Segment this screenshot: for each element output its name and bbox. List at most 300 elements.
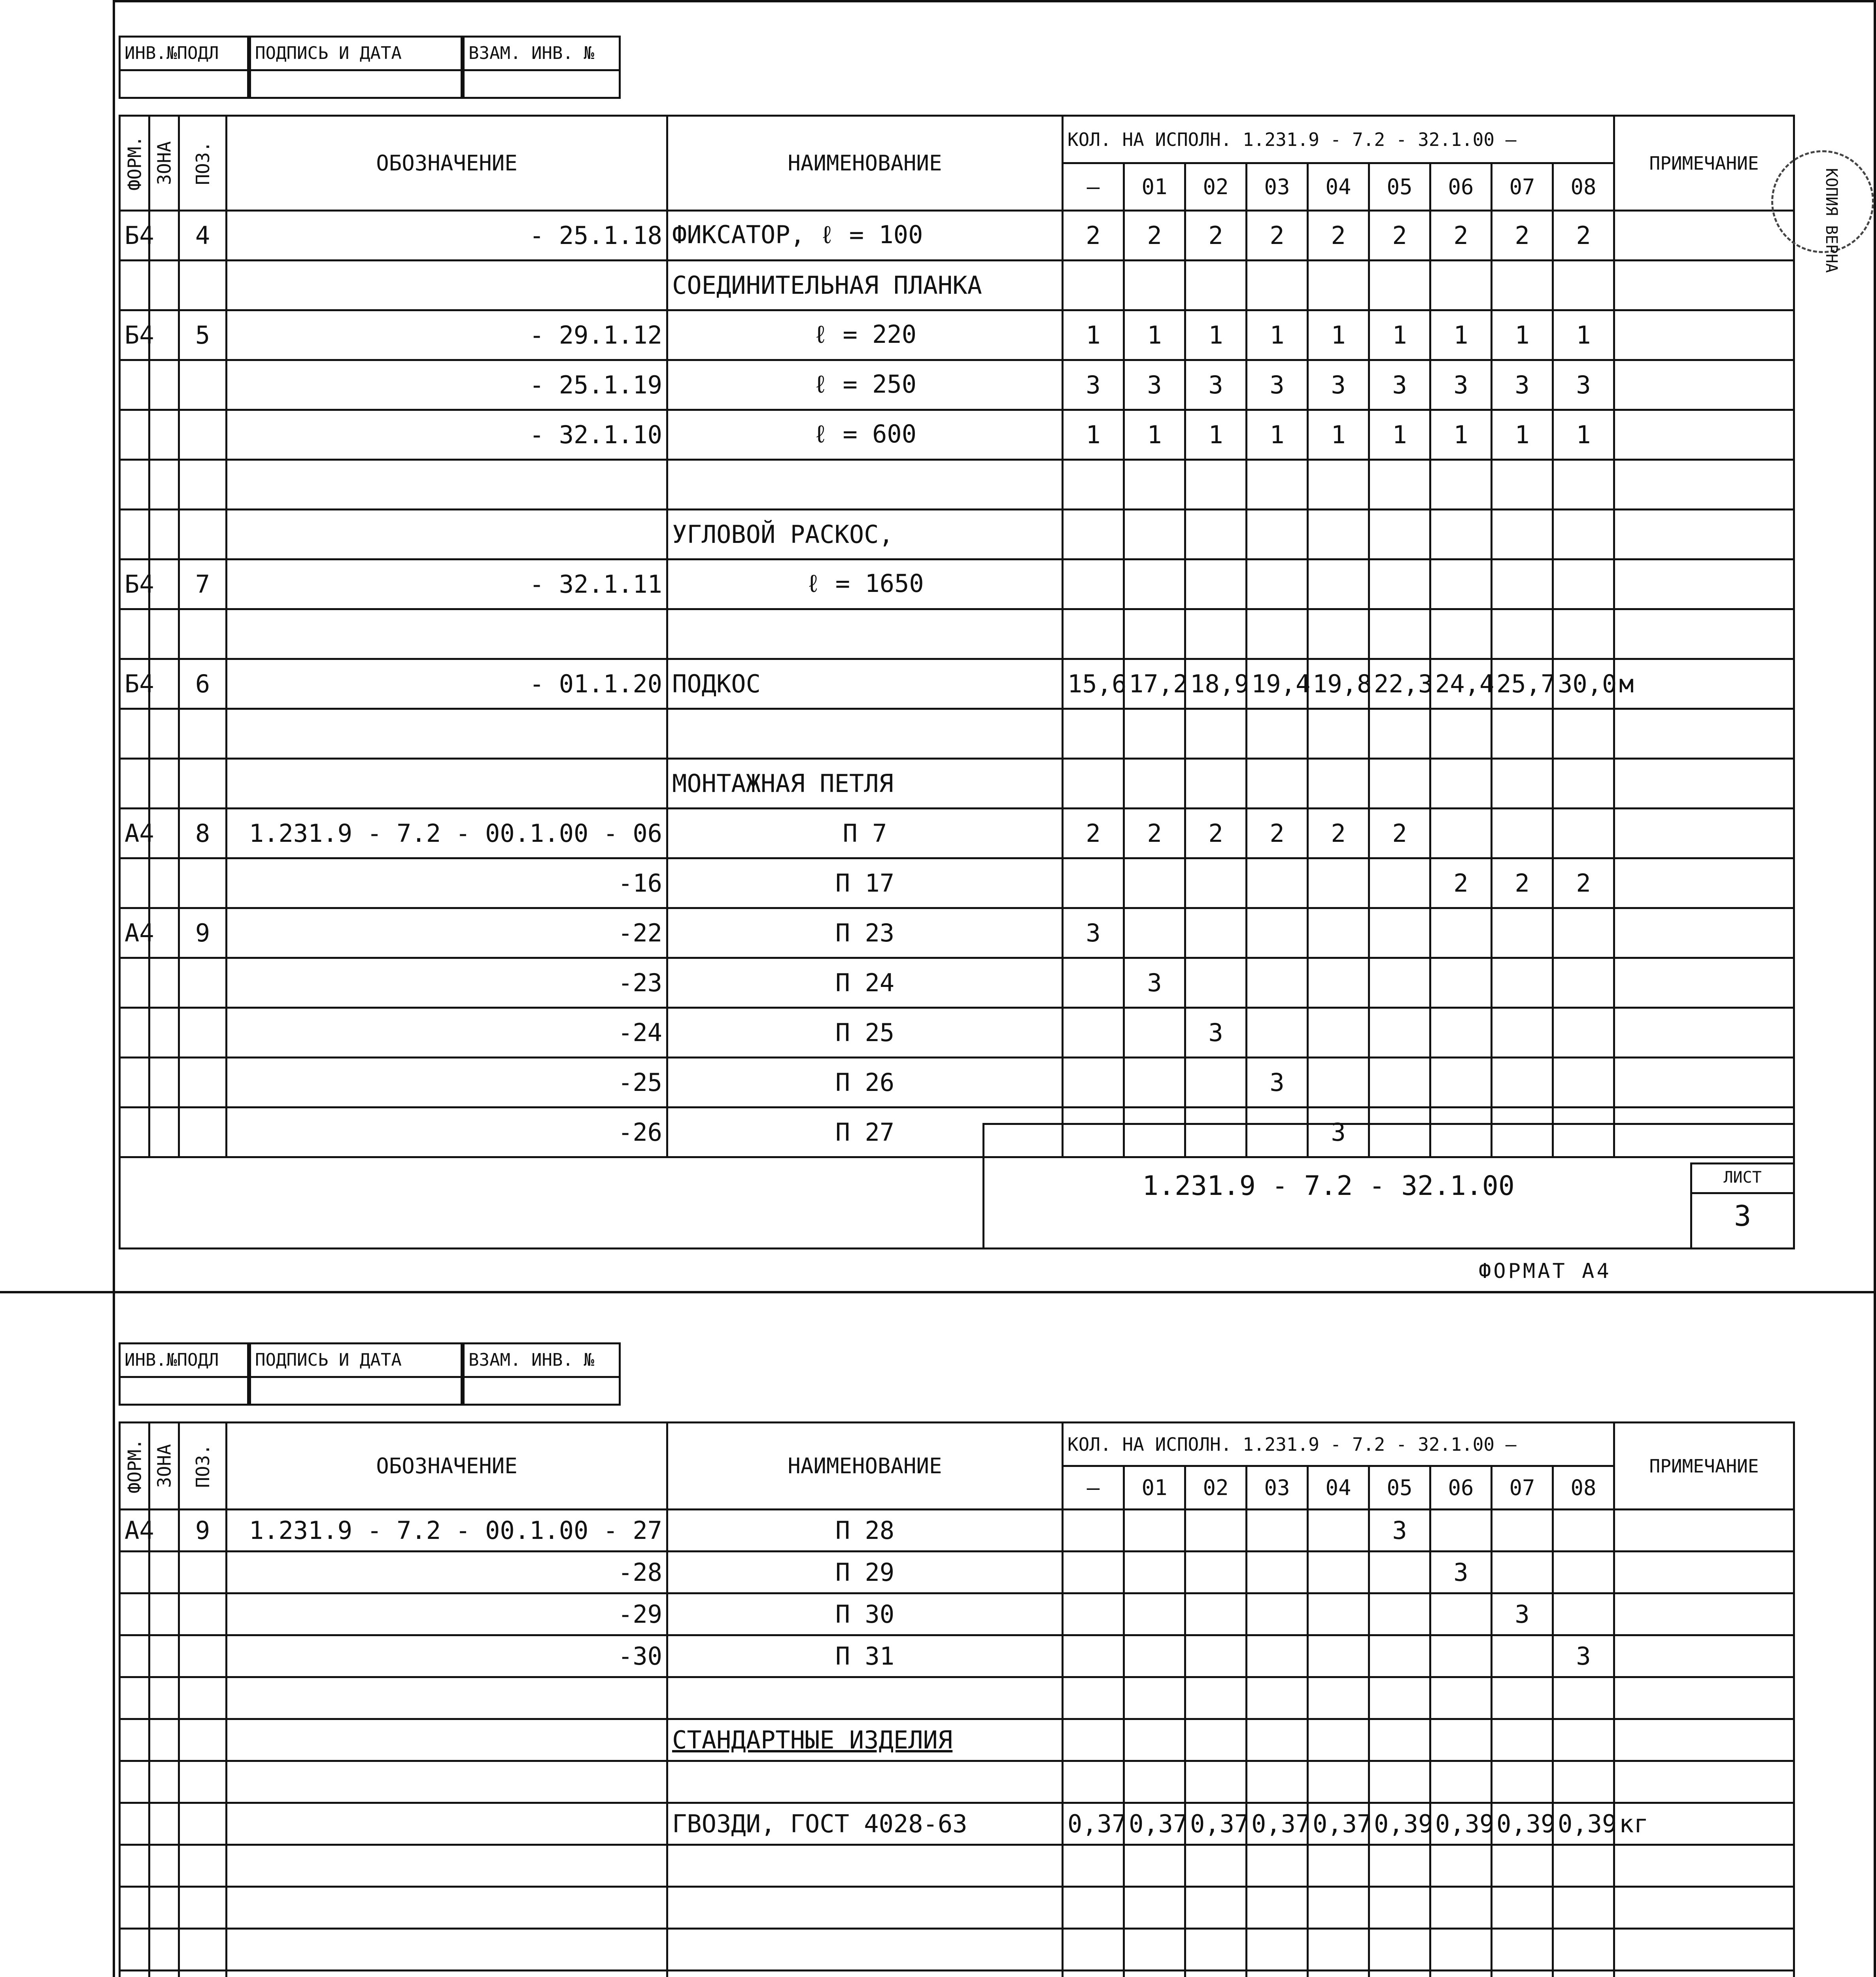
cell-poz: 6 (179, 659, 227, 709)
cell-qty: 3 (1063, 360, 1124, 410)
cell-qty: 19,4 (1247, 659, 1308, 709)
cell-qty (1553, 1887, 1614, 1929)
cell-qty: 1 (1369, 310, 1430, 360)
cell-qty: 3 (1185, 360, 1247, 410)
col-variant-1: 01 (1124, 163, 1185, 211)
cell-qty (1124, 1845, 1185, 1887)
cell-qty: 3 (1492, 1593, 1553, 1635)
copy-verified-seal (1771, 150, 1874, 273)
table-row (120, 1510, 1794, 1552)
cell-qty: 2 (1553, 858, 1614, 908)
col-variant-4: 04 (1308, 1466, 1369, 1510)
cell-qty (1247, 609, 1308, 659)
cell-poz (179, 510, 227, 559)
cell-qty (1185, 1058, 1247, 1108)
cell-oboznachenie: -26 (227, 1108, 667, 1157)
cell-qty (1185, 1761, 1247, 1803)
cell-zona (149, 1058, 179, 1108)
cell-qty (1185, 709, 1247, 759)
cell-zona (149, 1719, 179, 1761)
cell-naimenovanie: П 29 (667, 1552, 1063, 1593)
col-variant-5: 05 (1369, 163, 1430, 211)
cell-qty: 22,3 (1369, 659, 1430, 709)
cell-primechanie (1614, 1552, 1794, 1593)
cell-qty (1185, 1845, 1247, 1887)
cell-form (120, 1845, 149, 1887)
cell-qty (1308, 1635, 1369, 1677)
cell-qty (1063, 759, 1124, 809)
cell-zona (149, 360, 179, 410)
cell-qty (1063, 460, 1124, 510)
cell-qty (1430, 759, 1492, 809)
cell-form (120, 1887, 149, 1929)
cell-naimenovanie: ℓ = 1650 (667, 559, 1063, 609)
cell-form (120, 1929, 149, 1971)
inv-no-field (119, 71, 249, 99)
cell-naimenovanie: ℓ = 250 (667, 360, 1063, 410)
cell-qty (1185, 1593, 1247, 1635)
cell-naimenovanie: ГВОЗДИ, ГОСТ 4028-63 (667, 1803, 1063, 1845)
vzam-inv-no-label: ВЗАМ. ИНВ. № (463, 36, 621, 71)
cell-primechanie (1614, 1887, 1794, 1929)
cell-zona (149, 609, 179, 659)
cell-form: Б4 (120, 211, 149, 261)
cell-qty: 3 (1430, 1552, 1492, 1593)
table-row (120, 559, 1794, 609)
cell-qty (1553, 1677, 1614, 1719)
cell-qty (1247, 709, 1308, 759)
table-row (120, 908, 1794, 958)
cell-qty (1369, 609, 1430, 659)
cell-poz (179, 1058, 227, 1108)
cell-qty: 2 (1247, 211, 1308, 261)
cell-qty (1492, 1510, 1553, 1552)
cell-qty (1308, 1008, 1369, 1058)
cell-qty (1369, 759, 1430, 809)
cell-qty: 3 (1308, 1108, 1369, 1157)
cell-qty: 1 (1369, 410, 1430, 460)
table-row (120, 360, 1794, 410)
cell-qty (1308, 559, 1369, 609)
cell-qty: 1 (1063, 410, 1124, 460)
cell-primechanie (1614, 261, 1794, 310)
cell-qty: 3 (1369, 1510, 1430, 1552)
cell-poz (179, 1929, 227, 1971)
cell-qty (1247, 1719, 1308, 1761)
cell-qty (1430, 1929, 1492, 1971)
cell-zona (149, 759, 179, 809)
cell-naimenovanie: П 25 (667, 1008, 1063, 1058)
cell-qty: 2 (1369, 809, 1430, 858)
cell-qty (1492, 1845, 1553, 1887)
format-label: ФОРМАТ А4 (1479, 1259, 1612, 1283)
cell-qty (1247, 759, 1308, 809)
cell-qty (1063, 1008, 1124, 1058)
cell-qty (1369, 1929, 1430, 1971)
table-row (120, 1677, 1794, 1719)
table-row (120, 1803, 1794, 1845)
cell-qty (1247, 1971, 1308, 1977)
table-row (120, 858, 1794, 908)
cell-oboznachenie: -23 (227, 958, 667, 1008)
cell-zona (149, 510, 179, 559)
cell-form: А4 (120, 908, 149, 958)
table-row (120, 709, 1794, 759)
cell-qty (1553, 1008, 1614, 1058)
cell-qty (1185, 1887, 1247, 1929)
cell-oboznachenie: -30 (227, 1635, 667, 1677)
cell-qty: 2 (1247, 809, 1308, 858)
cell-qty: 1 (1553, 310, 1614, 360)
cell-qty (1247, 460, 1308, 510)
table-row (120, 1058, 1794, 1108)
cell-primechanie (1614, 1008, 1794, 1058)
col-naimenovanie: НАИМЕНОВАНИЕ (667, 1423, 1063, 1510)
cell-qty (1308, 1677, 1369, 1719)
archive-stamp-fields (119, 1378, 621, 1406)
cell-naimenovanie: П 31 (667, 1635, 1063, 1677)
cell-qty (1063, 1761, 1124, 1803)
cell-naimenovanie (667, 1929, 1063, 1971)
cell-naimenovanie: МОНТАЖНАЯ ПЕТЛЯ (667, 759, 1063, 809)
cell-oboznachenie: - 32.1.11 (227, 559, 667, 609)
col-naimenovanie: НАИМЕНОВАНИЕ (667, 116, 1063, 211)
cell-qty (1063, 609, 1124, 659)
cell-qty (1492, 559, 1553, 609)
cell-qty (1430, 261, 1492, 310)
cell-qty (1308, 958, 1369, 1008)
cell-zona (149, 1803, 179, 1845)
col-variant-8: 08 (1553, 1466, 1614, 1510)
cell-qty (1063, 858, 1124, 908)
cell-qty (1124, 1971, 1185, 1977)
cell-qty (1430, 559, 1492, 609)
cell-qty (1553, 510, 1614, 559)
cell-qty (1369, 1845, 1430, 1887)
cell-qty (1063, 510, 1124, 559)
cell-qty: 1 (1063, 310, 1124, 360)
cell-qty: 3 (1124, 958, 1185, 1008)
cell-qty: 0,39 (1553, 1803, 1614, 1845)
cell-qty: 1 (1430, 410, 1492, 460)
cell-qty: 2 (1430, 858, 1492, 908)
cell-qty (1492, 1677, 1553, 1719)
cell-qty (1124, 1761, 1185, 1803)
cell-form: Б4 (120, 310, 149, 360)
cell-primechanie: м (1614, 659, 1794, 709)
cell-qty (1369, 1008, 1430, 1058)
cell-qty: 0,39 (1492, 1803, 1553, 1845)
cell-qty (1492, 958, 1553, 1008)
col-variant-5: 05 (1369, 1466, 1430, 1510)
cell-qty (1124, 1593, 1185, 1635)
table-row (120, 1971, 1794, 1977)
cell-naimenovanie (667, 460, 1063, 510)
cell-qty: 1 (1185, 310, 1247, 360)
archive-stamp-header (119, 36, 621, 71)
table-row (120, 1845, 1794, 1887)
cell-qty: 18,9 (1185, 659, 1247, 709)
vzam-inv-no-label: ВЗАМ. ИНВ. № (463, 1342, 621, 1378)
cell-qty: 1 (1247, 410, 1308, 460)
cell-oboznachenie (227, 1761, 667, 1803)
col-form: ФОРМ. (120, 1423, 149, 1510)
sheet-number: 3 (1734, 1199, 1751, 1232)
cell-zona (149, 261, 179, 310)
cell-primechanie (1614, 609, 1794, 659)
cell-qty (1553, 1593, 1614, 1635)
cell-naimenovanie: ФИКСАТОР, ℓ = 100 (667, 211, 1063, 261)
col-variant-6: 06 (1430, 163, 1492, 211)
cell-qty: 25,7 (1492, 659, 1553, 709)
cell-qty (1430, 1008, 1492, 1058)
cell-oboznachenie: -25 (227, 1058, 667, 1108)
cell-zona (149, 1971, 179, 1977)
cell-primechanie (1614, 310, 1794, 360)
cell-primechanie (1614, 460, 1794, 510)
cell-primechanie (1614, 858, 1794, 908)
cell-qty (1063, 1552, 1124, 1593)
col-form: ФОРМ. (120, 116, 149, 211)
cell-qty: 0,37 (1185, 1803, 1247, 1845)
cell-qty (1185, 460, 1247, 510)
cell-qty (1124, 609, 1185, 659)
cell-primechanie (1614, 410, 1794, 460)
cell-oboznachenie: -16 (227, 858, 667, 908)
cell-qty (1369, 1593, 1430, 1635)
cell-qty (1308, 609, 1369, 659)
cell-poz (179, 1719, 227, 1761)
cell-qty: 3 (1430, 360, 1492, 410)
cell-qty: 3 (1369, 360, 1430, 410)
cell-qty (1247, 1635, 1308, 1677)
cell-naimenovanie: СТАНДАРТНЫЕ ИЗДЕЛИЯ (667, 1719, 1063, 1761)
col-kol-header: КОЛ. НА ИСПОЛН. 1.231.9 - 7.2 - 32.1.00 — (1063, 116, 1614, 163)
cell-qty: 3 (1247, 1058, 1308, 1108)
cell-qty: 15,6 (1063, 659, 1124, 709)
cell-qty (1308, 1761, 1369, 1803)
cell-qty (1369, 858, 1430, 908)
col-variant-0: — (1063, 163, 1124, 211)
cell-qty (1124, 559, 1185, 609)
cell-oboznachenie (227, 1719, 667, 1761)
cell-qty: 2 (1063, 211, 1124, 261)
cell-qty (1124, 1887, 1185, 1929)
table-row (120, 410, 1794, 460)
cell-qty: 1 (1124, 310, 1185, 360)
cell-qty (1063, 958, 1124, 1008)
cell-qty (1185, 858, 1247, 908)
cell-poz (179, 261, 227, 310)
cell-naimenovanie (667, 1887, 1063, 1929)
cell-qty (1553, 1971, 1614, 1977)
col-oboznachenie: ОБОЗНАЧЕНИЕ (227, 116, 667, 211)
cell-primechanie (1614, 1971, 1794, 1977)
cell-qty: 3 (1553, 360, 1614, 410)
cell-oboznachenie: -29 (227, 1593, 667, 1635)
cell-qty (1430, 1635, 1492, 1677)
cell-qty (1430, 1971, 1492, 1977)
cell-qty (1124, 1929, 1185, 1971)
cell-poz (179, 958, 227, 1008)
cell-poz (179, 1803, 227, 1845)
cell-qty (1063, 261, 1124, 310)
cell-form (120, 1635, 149, 1677)
cell-qty (1063, 1058, 1124, 1108)
seal-text: КОПИЯ ВЕРНА (1822, 168, 1840, 273)
cell-zona (149, 1845, 179, 1887)
cell-qty: 1 (1492, 310, 1553, 360)
cell-form (120, 410, 149, 460)
cell-qty (1430, 1845, 1492, 1887)
cell-qty (1185, 1971, 1247, 1977)
sheet-label: ЛИСТ (1692, 1164, 1793, 1194)
cell-oboznachenie: - 32.1.10 (227, 410, 667, 460)
cell-naimenovanie (667, 1761, 1063, 1803)
cell-qty (1308, 460, 1369, 510)
cell-primechanie (1614, 1719, 1794, 1761)
cell-qty (1063, 709, 1124, 759)
cell-qty (1124, 460, 1185, 510)
cell-oboznachenie (227, 1803, 667, 1845)
cell-qty (1247, 908, 1308, 958)
cell-qty: 0,39 (1430, 1803, 1492, 1845)
cell-form (120, 510, 149, 559)
cell-poz: 8 (179, 809, 227, 858)
cell-qty (1308, 709, 1369, 759)
table-row (120, 1761, 1794, 1803)
cell-qty (1430, 1677, 1492, 1719)
inv-no-podl-label: ИНВ.№ПОДЛ (119, 36, 249, 71)
cell-qty (1124, 1552, 1185, 1593)
cell-qty (1185, 908, 1247, 958)
podpis-field (249, 71, 463, 99)
cell-oboznachenie (227, 1929, 667, 1971)
cell-qty: 1 (1185, 410, 1247, 460)
cell-qty (1308, 1929, 1369, 1971)
sheet-3 (119, 36, 1795, 1289)
cell-qty (1185, 510, 1247, 559)
cell-naimenovanie: П 26 (667, 1058, 1063, 1108)
col-variant-3: 03 (1247, 1466, 1308, 1510)
spec-table (119, 115, 1795, 1158)
cell-form (120, 1803, 149, 1845)
cell-qty: 1 (1430, 310, 1492, 360)
cell-poz (179, 1677, 227, 1719)
cell-qty (1369, 1971, 1430, 1977)
cell-qty (1430, 1593, 1492, 1635)
cell-poz (179, 1887, 227, 1929)
cell-primechanie (1614, 559, 1794, 609)
cell-qty (1492, 1719, 1553, 1761)
cell-oboznachenie (227, 759, 667, 809)
cell-form (120, 460, 149, 510)
cell-qty (1247, 1593, 1308, 1635)
cell-naimenovanie: П 17 (667, 858, 1063, 908)
col-oboznachenie: ОБОЗНАЧЕНИЕ (227, 1423, 667, 1510)
cell-zona (149, 410, 179, 460)
cell-naimenovanie: П 23 (667, 908, 1063, 958)
cell-qty (1492, 460, 1553, 510)
cell-zona (149, 958, 179, 1008)
cell-form (120, 1761, 149, 1803)
cell-poz (179, 709, 227, 759)
cell-qty (1308, 1719, 1369, 1761)
cell-poz (179, 1593, 227, 1635)
cell-form (120, 709, 149, 759)
cell-form (120, 1058, 149, 1108)
cell-poz (179, 759, 227, 809)
doc-number: 1.231.9 - 7.2 - 32.1.00 (1142, 1170, 1515, 1202)
cell-poz (179, 858, 227, 908)
cell-qty (1185, 1677, 1247, 1719)
col-variant-8: 08 (1553, 163, 1614, 211)
cell-qty (1185, 1719, 1247, 1761)
col-poz: ПОЗ. (179, 116, 227, 211)
podpis-data-label: ПОДПИСЬ И ДАТА (249, 36, 463, 71)
cell-form (120, 1971, 149, 1977)
cell-poz (179, 1008, 227, 1058)
cell-qty (1124, 759, 1185, 809)
archive-stamp-header (119, 1342, 621, 1378)
cell-qty (1124, 261, 1185, 310)
cell-primechanie (1614, 360, 1794, 410)
cell-qty (1124, 1008, 1185, 1058)
cell-qty (1430, 809, 1492, 858)
inv-no-field (119, 1378, 249, 1406)
cell-qty (1553, 261, 1614, 310)
table-row (120, 1552, 1794, 1593)
cell-naimenovanie (667, 709, 1063, 759)
cell-qty: 2 (1308, 211, 1369, 261)
cell-oboznachenie (227, 261, 667, 310)
cell-qty (1063, 1719, 1124, 1761)
cell-naimenovanie: П 27 (667, 1108, 1063, 1157)
cell-qty (1247, 1845, 1308, 1887)
col-variant-7: 07 (1492, 1466, 1553, 1510)
table-row (120, 1719, 1794, 1761)
cell-qty (1124, 1677, 1185, 1719)
col-zona: ЗОНА (149, 116, 179, 211)
cell-qty (1553, 559, 1614, 609)
cell-qty (1553, 1552, 1614, 1593)
cell-poz: 7 (179, 559, 227, 609)
cell-qty (1430, 1058, 1492, 1108)
cell-qty: 2 (1492, 211, 1553, 261)
table-row (120, 460, 1794, 510)
cell-oboznachenie (227, 510, 667, 559)
cell-zona (149, 1887, 179, 1929)
cell-qty (1369, 510, 1430, 559)
cell-qty (1185, 609, 1247, 659)
cell-zona (149, 1593, 179, 1635)
table-row (120, 510, 1794, 559)
cell-zona (149, 858, 179, 908)
cell-qty (1247, 1552, 1308, 1593)
cell-form (120, 609, 149, 659)
cell-qty: 0,37 (1063, 1803, 1124, 1845)
cell-primechanie (1614, 1058, 1794, 1108)
table-row (120, 609, 1794, 659)
cell-naimenovanie: ПОДКОС (667, 659, 1063, 709)
cell-primechanie (1614, 1761, 1794, 1803)
cell-qty (1124, 1719, 1185, 1761)
cell-poz: 9 (179, 908, 227, 958)
cell-qty (1124, 858, 1185, 908)
cell-naimenovanie (667, 1845, 1063, 1887)
cell-qty (1492, 709, 1553, 759)
cell-oboznachenie (227, 460, 667, 510)
